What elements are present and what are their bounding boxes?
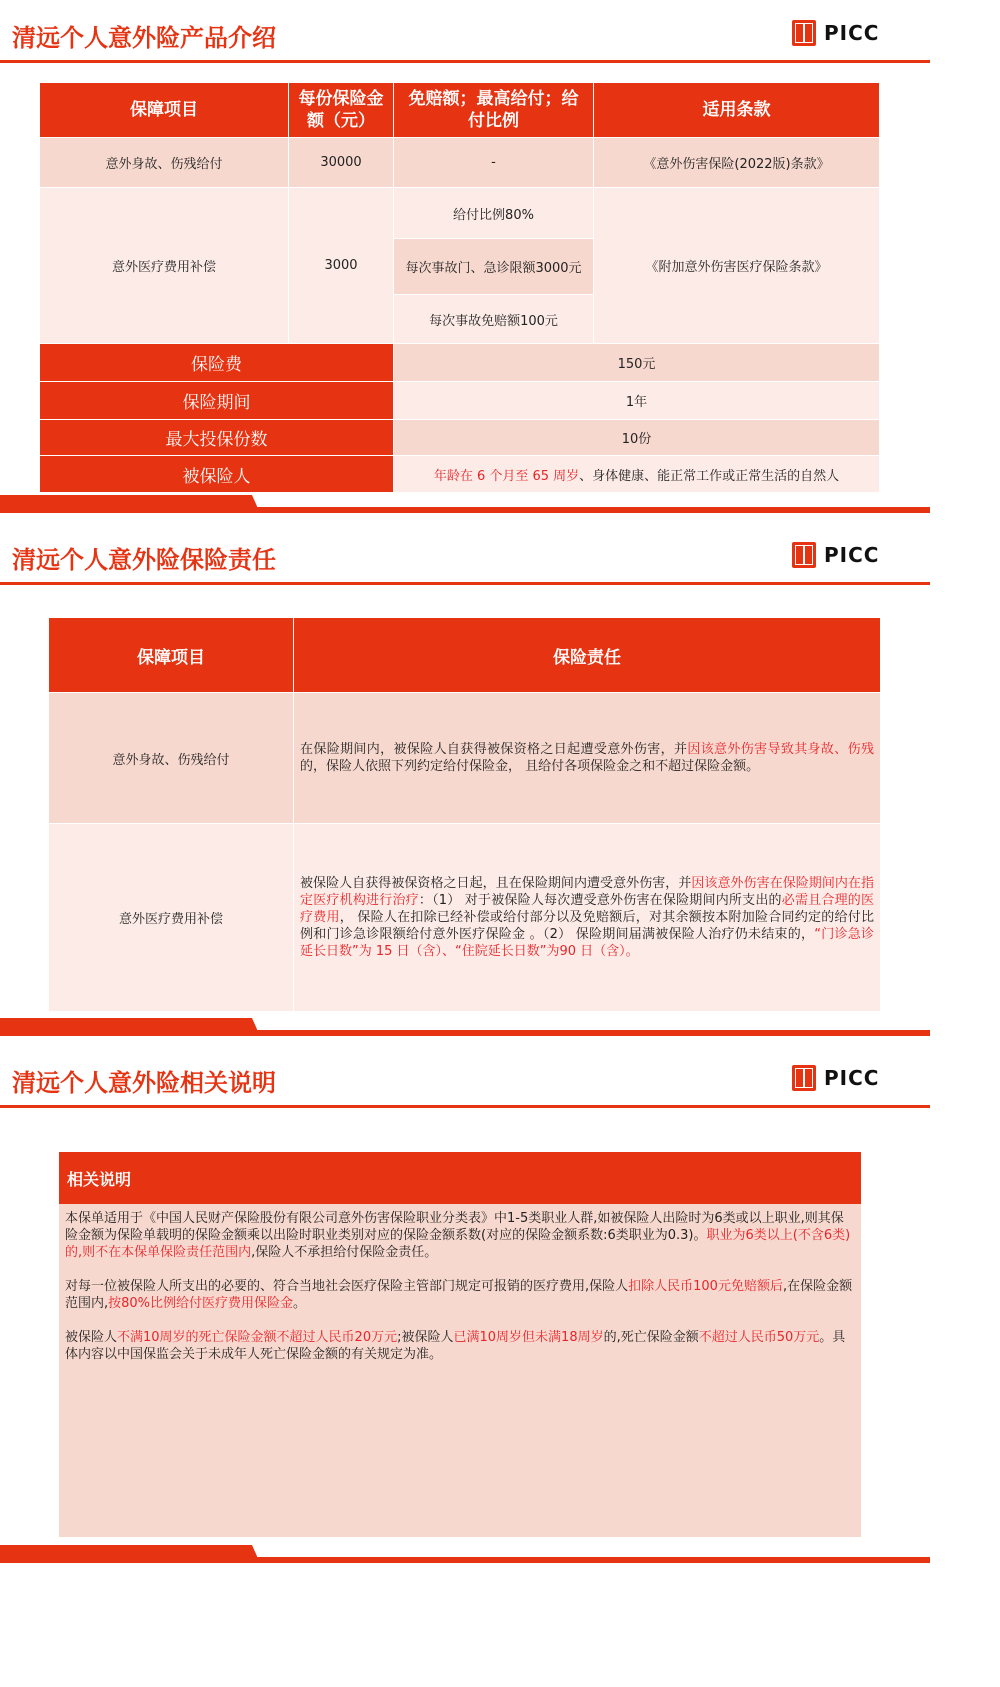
section-title: 清远个人意外险保险责任 — [12, 546, 276, 574]
table-row — [40, 138, 880, 188]
highlight-segment: “门诊急诊延长日数”为 15 日（含）、“住院延长日数”为90 日（含）。 — [300, 927, 874, 959]
text-segment: 对每一位被保险人所支出的必要的、符合当地社会医疗保险主管部门规定可报销的医疗费用,保险人 — [65, 1279, 629, 1294]
highlight-segment: 已满10周岁但未满18周岁 — [453, 1330, 604, 1345]
summary-value — [394, 456, 880, 493]
section-footer-bar — [0, 1018, 930, 1036]
note-paragraph — [65, 1278, 855, 1312]
col-header-item: 保障项目 — [40, 83, 289, 138]
summary-label: 最大投保份数 — [40, 420, 394, 456]
highlight-segment: 职业为6类以上(不含6类)的,则不在本保单保险责任范围内 — [65, 1228, 851, 1260]
section-header — [0, 0, 930, 62]
highlight-segment: 因该意外伤害导致其身故、伤残 — [687, 742, 874, 757]
text-segment: 本保单适用于《中国人民财产保险股份有限公司意外伤害保险职业分类表》中1-5类职业人群,如被保险人出险时为6类或以上职业,则其保险金额为保险单载明的保险金额乘以出险时职业类别对应的保险金额系数(对应的保险金额系数:6类职业为0.3)。 — [65, 1211, 844, 1243]
picc-logo — [792, 542, 879, 568]
cell-clause: 《附加意外伤害医疗保险条款》 — [594, 188, 880, 344]
section-header — [0, 1045, 930, 1107]
col-header-item: 保障项目 — [49, 618, 294, 693]
col-header-deductible: 免赔额；最高给付；给付比例 — [394, 83, 594, 138]
cell-item: 意外医疗费用补偿 — [49, 824, 294, 1012]
summary-row — [40, 456, 880, 493]
notes-box-body — [59, 1204, 861, 1537]
summary-label: 被保险人 — [40, 456, 394, 493]
picc-logo-text: PICC — [824, 543, 880, 567]
picc-seal-icon — [792, 542, 816, 568]
cell-item: 意外身故、伤残给付 — [40, 138, 289, 188]
summary-value: 10份 — [394, 420, 880, 456]
note-paragraph — [65, 1329, 855, 1363]
text-segment: 。具体内容以中国保监会关于未成年人死亡保险金额的有关规定为准。 — [65, 1330, 846, 1362]
text-segment: ;被保险人 — [397, 1330, 454, 1345]
cell-clause: 《意外伤害保险(2022版)条款》 — [594, 138, 880, 188]
summary-value: 150元 — [394, 344, 880, 382]
cell-deductible: - — [394, 138, 594, 188]
highlight-segment: 必需且合理的医疗费用 — [300, 893, 874, 925]
insured-conditions: 、身体健康、能正常工作或正常生活的自然人 — [579, 468, 840, 484]
section-footer-bar — [0, 495, 930, 513]
cell-deductible-line: 给付比例80% — [394, 188, 594, 239]
cell-liability — [294, 824, 881, 1012]
section-title: 清远个人意外险相关说明 — [12, 1069, 276, 1097]
header-rule — [0, 60, 930, 63]
text-segment: 。 — [293, 1296, 307, 1311]
summary-row — [40, 382, 880, 420]
summary-row — [40, 344, 880, 382]
footer-line — [0, 1030, 930, 1036]
col-header-clause: 适用条款 — [594, 83, 880, 138]
summary-row — [40, 420, 880, 456]
picc-logo-text: PICC — [824, 1066, 880, 1090]
cell-item: 意外医疗费用补偿 — [40, 188, 289, 344]
text-segment: 的，保险人依照下列约定给付保险金， 且给付各项保险金之和不超过保险金额。 — [300, 759, 760, 774]
text-segment: ， 保险人在扣除已经补偿或给付部分以及免赔额后，对其余额按本附加险合同约定的给付比例和门诊急诊限额给付意外医疗保险金 。（2） 保险期间届满被保险人治疗仍未结束的， — [300, 910, 874, 942]
notes-box — [59, 1152, 861, 1537]
liability-table — [48, 617, 881, 1012]
summary-value: 1年 — [394, 382, 880, 420]
text-segment: 被保险人 — [65, 1330, 118, 1345]
picc-logo — [792, 1065, 879, 1091]
cell-deductible-line: 每次事故免赔额100元 — [394, 295, 594, 344]
text-segment: 被保险人自获得被保资格之日起，且在保险期间内遭受意外伤害，并 — [300, 876, 692, 891]
picc-logo — [792, 20, 879, 46]
col-header-liability: 保险责任 — [294, 618, 881, 693]
text-segment: 在保险期间内，被保险人自获得被保资格之日起遭受意外伤害，并 — [300, 742, 688, 757]
summary-label: 保险期间 — [40, 382, 394, 420]
section-footer-bar — [0, 1545, 930, 1563]
header-rule — [0, 1105, 930, 1108]
note-paragraph — [65, 1210, 855, 1261]
picc-seal-icon — [792, 20, 816, 46]
table-row — [49, 693, 881, 824]
footer-line — [0, 507, 930, 513]
notes-box-title: 相关说明 — [59, 1152, 861, 1204]
product-table — [39, 82, 880, 493]
footer-line — [0, 1557, 930, 1563]
cell-deductible-line: 每次事故门、急诊限额3000元 — [394, 239, 594, 295]
highlight-segment: 不满10周岁的死亡保险金额不超过人民币20万元 — [117, 1330, 398, 1345]
section-header — [0, 522, 930, 584]
highlight-segment: 扣除人民币100元免赔额后 — [628, 1279, 783, 1294]
summary-label: 保险费 — [40, 344, 394, 382]
highlight-segment: 不超过人民币50万元 — [698, 1330, 820, 1345]
cell-item: 意外身故、伤残给付 — [49, 693, 294, 824]
insured-age-range: 年龄在 6 个月至 65 周岁 — [433, 468, 580, 484]
header-rule — [0, 582, 930, 585]
text-segment: ,在保险金额范围内, — [65, 1279, 853, 1311]
highlight-segment: 按80%比例给付医疗费用保险金 — [108, 1296, 294, 1311]
cell-amount: 3000 — [289, 188, 394, 344]
col-header-amount: 每份保险金额（元） — [289, 83, 394, 138]
table-row — [49, 824, 881, 1012]
text-segment: ,保险人不承担给付保险金责任。 — [251, 1245, 438, 1260]
cell-amount: 30000 — [289, 138, 394, 188]
text-segment: ：（1） 对于被保险人每次遭受意外伤害在保险期间内所支出的 — [418, 893, 782, 908]
section-title: 清远个人意外险产品介绍 — [12, 24, 276, 52]
cell-liability — [294, 693, 881, 824]
picc-seal-icon — [792, 1065, 816, 1091]
table-row — [40, 188, 880, 239]
picc-logo-text: PICC — [824, 21, 880, 45]
text-segment: 的,死亡保险金额 — [603, 1330, 699, 1345]
highlight-segment: 因该意外伤害在保险期间内在指定医疗机构进行治疗 — [300, 876, 874, 908]
